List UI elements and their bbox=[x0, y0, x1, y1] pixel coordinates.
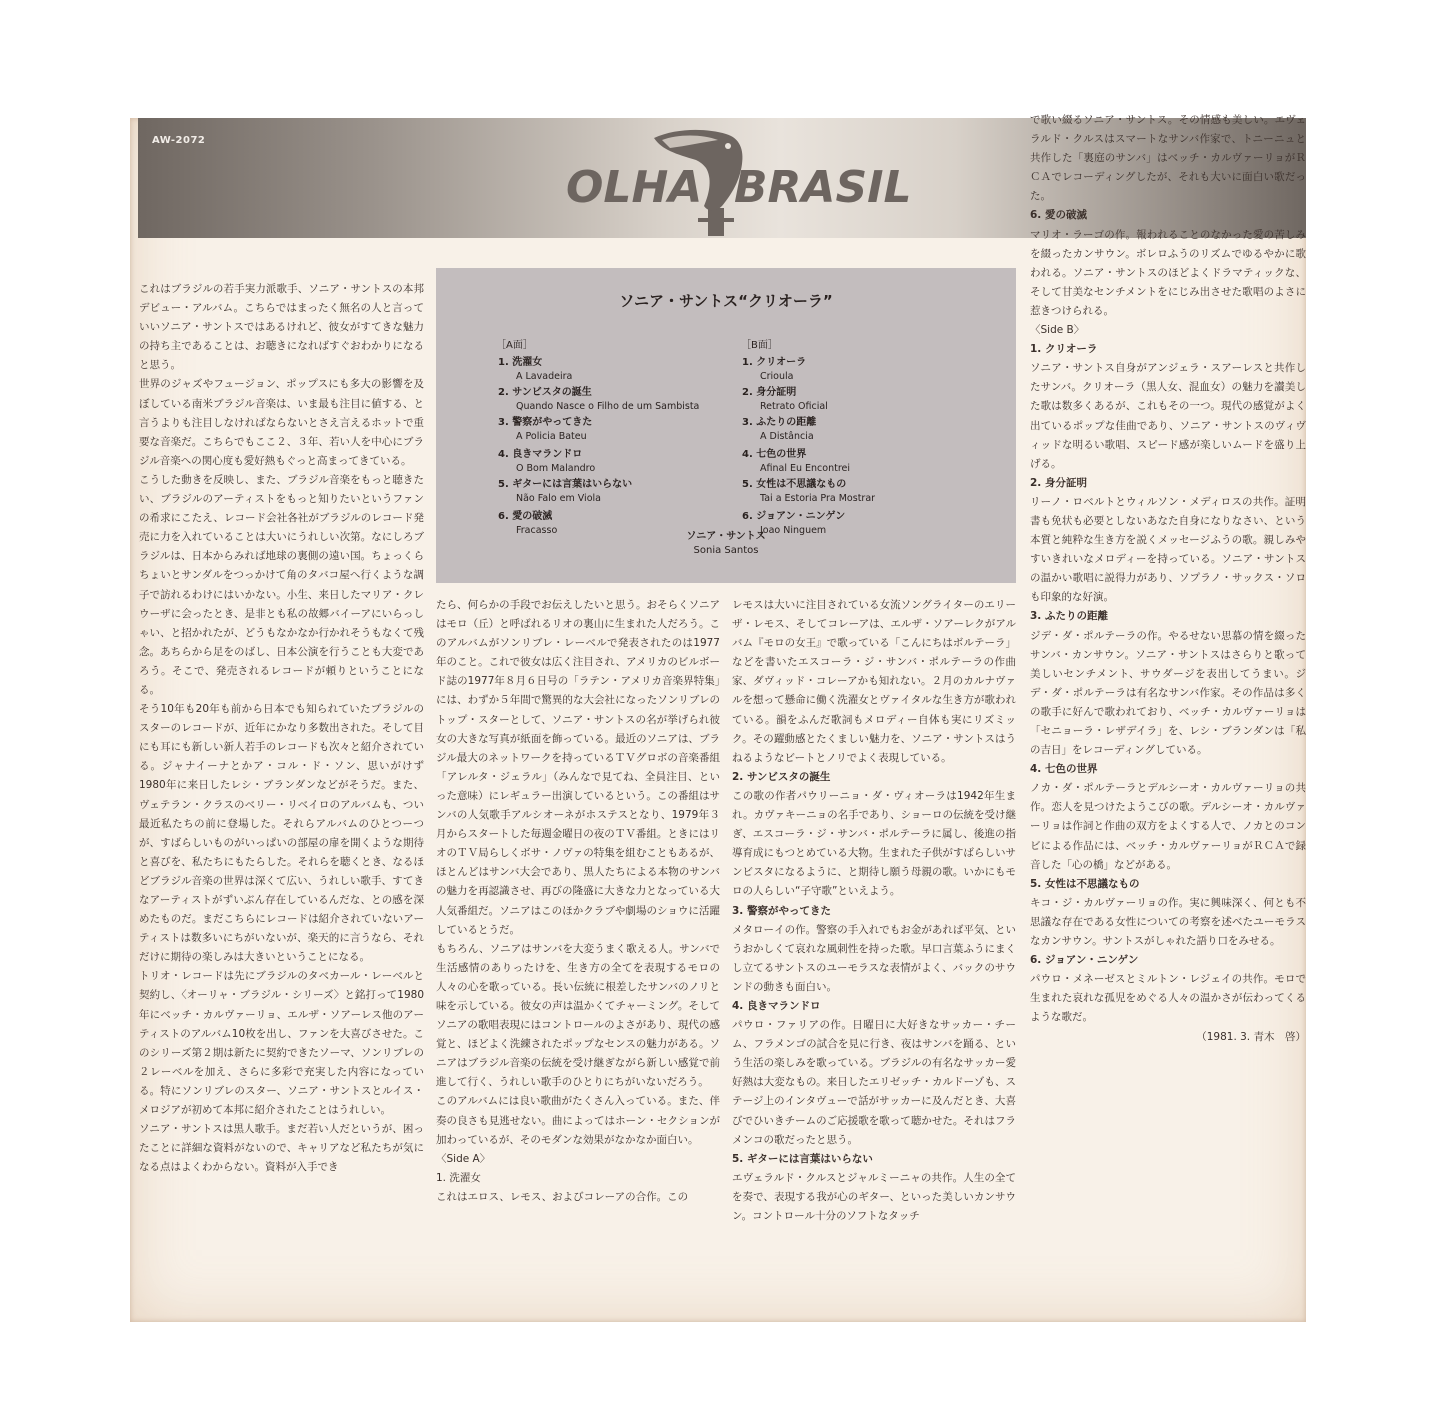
paragraph: こうした動きを反映し、また、ブラジル音楽をもっと聴きたい、ブラジルのアーティストをもっと知りたいというファンの希求にこたえ、レコード会社各社がブラジルのレコード発売に力を入れていることは大いにうれしい次第。なにしろブラジルは、日本からみれば地球の裏側の遠い国。ちょっくらちょいとサンダルをつっかけて角のタバコ屋へ行くような調子で訪れるわけにはいかない。小生、来日したマリア・クレウーザに会ったとき、是非とも私の故郷バイーアにいらっしゃい、と招かれたが、どうもなかなか行かれそうもなくて残念。あちらから足をのばし、日本公演を行うことも大変であろう。そこで、発売されるレコードが頼りということになる。 bbox=[139, 473, 424, 696]
artist-credit bbox=[436, 530, 1016, 558]
paragraph: マリオ・ラーゴの作。報われることのなかった愛の苦しみを綴ったカンサウン。ボレロふうのリズムでゆるやかに歌われる。ソニア・サントスのほどよくドラマティックな、そして甘美なセンチメントをにじみ出させた歌唱のよさに惹きつけられる。 bbox=[1030, 228, 1306, 317]
liner-notes-sheet bbox=[130, 114, 1306, 1322]
side-b-track: 2. 身分証明 Retrato Oficial bbox=[742, 387, 828, 412]
logo-text-brasil: BRASIL bbox=[734, 162, 912, 213]
paragraph: ソニア・サントス自身がアンジェラ・スアーレスと共作したサンバ。クリオーラ（黒人女、混血女）の魅力を讃美した歌は数多くあるが、これもその一つ。現代の感覚がよく出ているポップな佳曲であり、ソニア・サントスのヴィヴィッドな明るい歌唱、スピード感が楽しいムードを盛り上げる。 bbox=[1030, 362, 1306, 470]
paragraph: ソニア・サントスは黒人歌手。まだ若い人だというが、困ったことに詳細な資料がないので、キャリアなど私たちが気になる点はよくわからない。資料が入手でき bbox=[139, 1123, 424, 1174]
side-heading: 〈Side B〉 bbox=[1030, 324, 1085, 337]
paragraph: リーノ・ロベルトとウィルソン・メディロスの共作。証明書も免状も必要としないあなた自身になりなさい、という本質と純粋な生き方を説くメッセージふうの歌。親しみやすいきれいなメロディーを持っている。ソニア・サントスの温かい歌唱に説得力があり、ソプラノ・サックス・ソロも印象的な好演。 bbox=[1030, 495, 1306, 604]
track-heading: 6. ジョアン・ニンゲン bbox=[1030, 954, 1139, 967]
paragraph: で歌い綴るソニア・サントス。その情感も美しい。エヴェラルド・クルスはスマートなサンバ作家で、トニーニュと共作した「裏庭のサンバ」はベッチ・カルヴァーリョがＲＣＡでレコーディングしたが、それも大いに面白い歌だった。 bbox=[1030, 114, 1306, 203]
liner-notes-column-2 bbox=[436, 596, 720, 1207]
side-b-track: 6. ジョアン・ニンゲン Joao Ninguem bbox=[742, 511, 846, 536]
side-b-track: 3. ふたりの距離 A Distância bbox=[742, 417, 817, 442]
paragraph: レモスは大いに注目されている女流ソングライターのエリーザ・レモス、そしてコレーアは、エルザ・ソアーレクがアルバム『モロの女王』で歌っている「こんにちはボルテーラ」などを書いたエスコーラ・ジ・サンバ・ポルテーラの作曲家、ダヴィッド・コレーアかも知れない。２月のカルナヴァルを想って懸命に働く洗濯女とヴァイタルな生き方が歌われている。韻をふんだ歌詞もメロディー自体も実にリズミック。その躍動感とたくましい魅力を、ソニア・サントスはうねるようなビートとノリでよく表現している。 bbox=[732, 599, 1016, 764]
side-b-track: 5. 女性は不思議なもの Tai a Estoria Pra Mostrar bbox=[742, 479, 876, 504]
track-heading: 6. 愛の破滅 bbox=[1030, 209, 1087, 222]
track-heading: 3. ふたりの距離 bbox=[1030, 610, 1108, 623]
artist-name-jp: ソニア・サントス bbox=[686, 531, 766, 542]
catalog-number: AW-2072 bbox=[152, 135, 206, 146]
track-heading: 3. 警察がやってきた bbox=[732, 904, 831, 917]
track-heading: 4. 七色の世界 bbox=[1030, 763, 1098, 776]
side-heading: 〈Side A〉 bbox=[436, 1152, 491, 1165]
paragraph: ノカ・ダ・ポルテーラとデルシーオ・カルヴァーリョの共作。恋人を見つけたようこびの歌。デルシーオ・カルヴァーリョは作詞と作曲の双方をよくする人で、ノカとのコンビによる作品には、ベッチ・カルヴァーリョがＲＣＡで録音した「心の橋」などがある。 bbox=[1030, 782, 1306, 871]
side-a-track: 6. 愛の破滅 Fracasso bbox=[498, 511, 558, 536]
side-a-track: 4. 良きマランドロ O Bom Malandro bbox=[498, 449, 596, 474]
paragraph: パウロ・ファリアの作。日曜日に大好きなサッカー・チーム、フラメンゴの試合を見に行き、夜はサンバを踊る、という生活の楽しみを歌っている。ブラジルの有名なサッカー愛好熱は大変なもの。来日したエリゼッチ・カルドーゾも、ステージ上のインタヴューで話がサッカーに及んだとき、大喜びでひいきチームのご応援歌を歌って聴かせた。それはフラメンコの歌だったと思う。 bbox=[732, 1019, 1016, 1146]
paragraph: トリオ・レコードは先にブラジルのタベカール・レーベルと契約し、〈オーリャ・ブラジル・シリーズ〉と銘打って1980年にベッチ・カルヴァーリョ、エルザ・ソアーレス他のアーティストのアルバム10枚を出し、ファンを大喜びさせた。このシリーズ第２期は新たに契約できたソーマ、ソンリブレの２レーベルを加え、さらに多彩で充実した内容になっている。特にソンリブレのスター、ソニア・サントスとルイス・メロジアが初めて本邦に紹介されたことはうれしい。 bbox=[139, 970, 424, 1117]
side-a-track: 1. 洗濯女 A Lavadeira bbox=[498, 357, 573, 382]
paragraph: そう10年も20年も前から日本でも知られていたブラジルのスターのレコードが、近年にかなり多数出された。そして目にも耳にも新しい新人若手のレコードも次々と紹介されている。ジャナイーナとかア・コル・ド・ソン、思いがけず1980年に来日したレシ・ブランダンなどがそうだ。また、ヴェテラン・クラスのベリー・リベイロのアルバムも、つい最近私たちの前に登場した。それらアルバムのひとつーつが、すばらしいものがいっぱいの部屋の扉を開くような期待と喜びを、私たちにもたらした。それらを聴くとき、なるほどブラジル音楽の世界は深くて広い、うれしい歌手、すてきなアーティストがずいぶん存在しているんだな、との感を深めたものだ。まだこちらにレコードは紹介されていないアーティストは数多いにちがいないが、楽天的に言うなら、それだけに期待の楽しみは大きいということになる。 bbox=[139, 703, 424, 964]
side-a-track: 3. 警察がやってきた A Policia Bateu bbox=[498, 417, 593, 442]
logo-text-olha: OLHA bbox=[566, 162, 703, 213]
side-a-track: 2. サンビスタの誕生 Quando Nasce o Filho de um Sambista bbox=[498, 387, 700, 412]
tracklist-box bbox=[436, 268, 1016, 583]
track-heading: 2. サンビスタの誕生 bbox=[732, 770, 831, 783]
artist-name-en: Sonia Santos bbox=[693, 545, 759, 556]
paragraph: たら、何らかの手段でお伝えしたいと思う。おそらくソニアはモロ（丘）と呼ばれるリオの裏山に生まれた人だろう。このアルバムがソンリブレ・レーベルで発表されたのは1977年のこと。これで彼女は広く注目され、アメリカのビルボード誌の1977年８月６日号の「ラテン・アメリカ音楽界特集」には、わずか５年間で驚異的な大会社になったソンリブレのトップ・スターとして、ソニア・サントスの名が挙げられ彼女の大きな写真が紙面を飾っている。最近のソニアは、ブラジル最大のネットワークを持っているＴＶグロボの音楽番組「アレルタ・ジェラル」（みんなで見てね、全員注目、といった意味）にレギュラー出演しているという。この番組はサンバの人気歌手アルシオーネがホステスとなり、1979年３月からスタートした毎週金曜日の夜のＴＶ番組。ときにはリオのＴＶ局らしくボサ・ノヴァの特集を組むこともあるが、ほとんどはサンバ大会であり、黒人たちによる本物のサンバの魅力を再認識させ、再びの隆盛に大きな力となっている大人気番組だ。ソニアはこのほかクラブや劇場のショウに活躍しているとうだ。 bbox=[436, 599, 720, 936]
paragraph: パウロ・メネーゼスとミルトン・レジェイの共作。モロで生まれた哀れな孤児をめぐる人々の温かさが伝わってくるような歌だ。 bbox=[1030, 973, 1306, 1024]
side-b-track: 4. 七色の世界 Afinal Eu Encontrei bbox=[742, 449, 851, 474]
paragraph: もちろん、ソニアはサンバを大変うまく歌える人。サンバで生活感情のありったけを、生き方の全てを表現するモロの人々の心を歌っている。長い伝統に根差したサンバのノリと味を示している。彼女の声は温かくてチャーミング。そしてソニアの歌唱表現にはコントロールのよさがあり、現代の感覚と、ほどよく洗練されたポップなセンスの魅力がある。ソニアはブラジル音楽の伝統を受け継ぎながら新しい感覚で前進して行く、うれしい歌手のひとりにちがいないだろう。 bbox=[436, 942, 720, 1089]
side-b-label: ［B面］ bbox=[741, 340, 778, 351]
track-heading: 1. 洗濯女 bbox=[436, 1171, 481, 1184]
side-b-track: 1. クリオーラ Crioula bbox=[742, 357, 807, 382]
olha-brasil-toucan-logo bbox=[558, 120, 912, 238]
paragraph: ジデ・ダ・ポルテーラの作。やるせない思慕の情を綴ったサンバ・カンサウン。ソニア・サントスはさらりと歌って美しいセンチメント、サウダージを表出してうまい。ジデ・ダ・ポルテーラは有名なサンバ作家。その作品は多くの歌手に好んで歌われており、ベッチ・カルヴァーリョは「セニョーラ・レザデイラ」を、レシ・ブランダンは「私の吉日」をレコーディングしている。 bbox=[1030, 629, 1306, 757]
paragraph: 世界のジャズやフュージョン、ポップスにも多大の影響を及ぼしている南米ブラジル音楽は、いま最も注目に値する、と言うよりも注目しなければならないとさえ言えるホットで重要な音楽だ。こちらでもここ２、３年、若い人を中心にブラジル音楽への関心度も愛好熱もぐっと高まってきている。 bbox=[139, 378, 424, 467]
liner-notes-column-4 bbox=[1030, 111, 1306, 1047]
side-a-track: 5. ギターには言葉はいらない Não Falo em Viola bbox=[498, 479, 633, 504]
tracklist-title: ソニア・サントス“クリオーラ” bbox=[619, 292, 833, 310]
track-heading: 5. 女性は不思議なもの bbox=[1030, 877, 1140, 890]
paragraph: エヴェラルド・クルスとジャルミーニャの共作。人生の全てを奏で、表現する我が心のギター、といった美しいカンサウン。コントロール十分のソフトなタッチ bbox=[732, 1171, 1016, 1222]
liner-notes-column-3 bbox=[732, 596, 1016, 1226]
side-a-label: ［A面］ bbox=[496, 340, 533, 351]
paragraph: この歌の作者パウリーニョ・ダ・ヴィオーラは1942年生まれ。カヴァキーニョの名手であり、ショーロの伝統を受け継ぎ、エスコーラ・ジ・サンバ・ポルテーラに属し、後進の指導育成にもつとめている大物。生まれた子供がすばらしいサンビスタになるように、と期待し願う母親の歌。いかにもモロの人らしい“子守歌”といえよう。 bbox=[732, 789, 1016, 898]
paragraph: これはブラジルの若手実力派歌手、ソニア・サントスの本邦デビュー・アルバム。こちらではまったく無名の人と言っていいソニア・サントスではあるけれど、彼女がすてきな魅力の持ち主であることは、お聴きになればすぐおわかりになると思う。 bbox=[139, 283, 424, 372]
paragraph: キコ・ジ・カルヴァーリョの作。実に興味深く、何とも不思議な存在である女性についての考察を述べたユーモラスなカンサウン。サントスがしゃれた語り口をみせる。 bbox=[1030, 896, 1306, 948]
track-heading: 1. クリオーラ bbox=[1030, 343, 1098, 356]
paragraph: メタローイの作。警察の手入れでもお金があれば平気、というおかしくて哀れな風刺性を持った歌。早口言葉ふうにまくし立てるサントスのユーモラスな表情がよく、バックのサウンドの動きも面白い。 bbox=[732, 923, 1016, 993]
track-heading: 5. ギターには言葉はいらない bbox=[732, 1152, 873, 1165]
track-heading: 4. 良きマランドロ bbox=[732, 999, 821, 1012]
liner-notes-column-1 bbox=[139, 280, 424, 1177]
author-signature: （1981. 3. 青木 啓） bbox=[1196, 1030, 1306, 1043]
track-heading: 2. 身分証明 bbox=[1030, 476, 1087, 489]
paragraph: これはエロス、レモス、およびコレーアの合作。この bbox=[436, 1190, 689, 1203]
paragraph: このアルバムには良い歌曲がたくさん入っている。また、伴奏の良さも見逃せない。曲によってはホーン・セクションが加わっているが、そのモダンな効果がなかなか面白い。 bbox=[436, 1095, 720, 1146]
